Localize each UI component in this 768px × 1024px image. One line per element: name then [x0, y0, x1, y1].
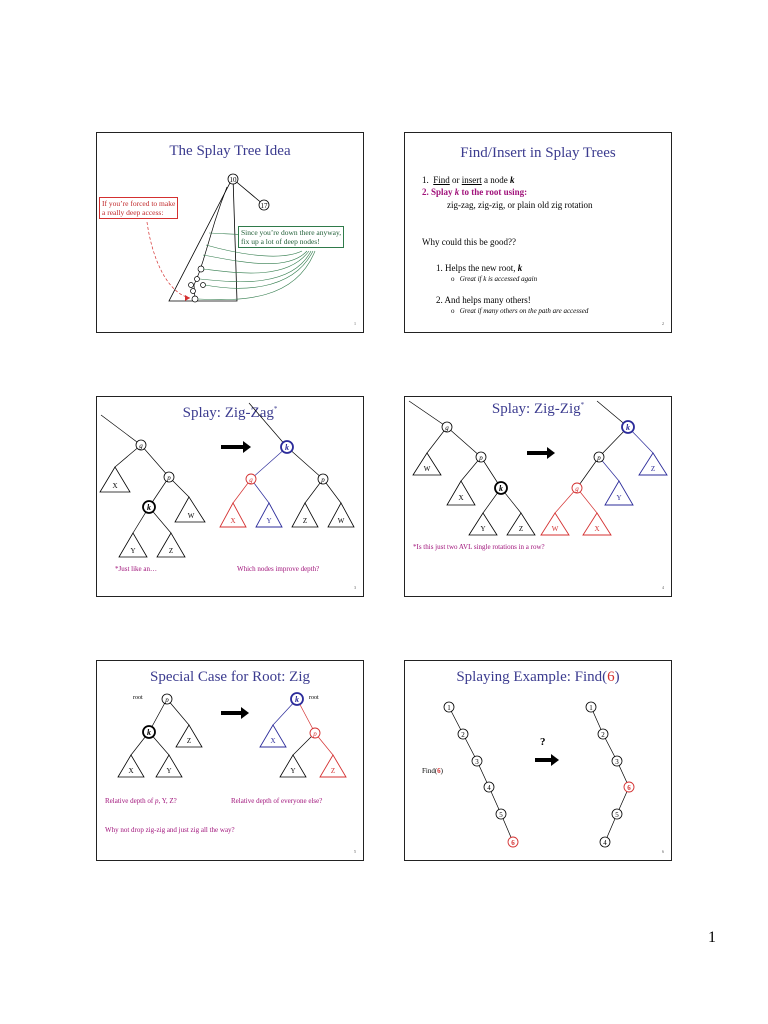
page-number: 1: [708, 929, 716, 946]
svg-text:4: 4: [603, 839, 607, 847]
red-access-arrow: [147, 222, 190, 298]
svg-text:5: 5: [615, 811, 619, 819]
svg-text:X: X: [594, 525, 600, 533]
note-why-not-zig: Why not drop zig-zig and just zig all the way?: [105, 826, 235, 834]
svg-text:W: W: [423, 465, 431, 473]
callout-line: If you’re forced to make: [102, 199, 176, 208]
slide-number: 5: [354, 849, 356, 854]
svg-text:k: k: [499, 484, 503, 493]
svg-text:Y: Y: [480, 525, 486, 533]
svg-text:k: k: [285, 443, 289, 452]
svg-text:g: g: [139, 442, 143, 450]
callout-fix-up: [238, 226, 344, 248]
slide-title: Splay: Zig-Zig*: [491, 401, 585, 417]
transform-arrow: [547, 447, 555, 459]
svg-text:g: g: [249, 476, 253, 484]
svg-text:Z: Z: [330, 767, 336, 775]
svg-text:Z: Z: [168, 547, 174, 555]
note-relative-depth-else: Relative depth of everyone else?: [231, 797, 323, 805]
benefit-2: 2. And helps many others!: [436, 295, 531, 305]
svg-text:5: 5: [499, 811, 503, 819]
zig-zig-diagram: [405, 397, 671, 596]
slide-title: The Splay Tree Idea: [169, 143, 291, 159]
svg-text:p: p: [321, 476, 325, 484]
svg-text:root: root: [309, 695, 319, 701]
node-label: 17: [260, 202, 268, 210]
note-relative-depth-p: Relative depth of p, Y, Z?: [105, 797, 177, 805]
why-question: Why could this be good??: [422, 237, 516, 247]
svg-text:W: W: [551, 525, 559, 533]
note-improve-depth: Which nodes improve depth?: [237, 565, 320, 573]
transform-arrow: [241, 707, 249, 719]
slide-number: 3: [354, 585, 356, 590]
svg-text:Y: Y: [166, 767, 172, 775]
rotation-types: zig-zag, zig-zig, or plain old zig rotation: [447, 200, 593, 210]
slide-title: Splaying Example: Find(6): [456, 669, 620, 685]
slide-4: [404, 396, 672, 597]
svg-text:p: p: [165, 696, 169, 704]
slide-number: 2: [662, 321, 664, 326]
svg-text:W: W: [187, 512, 195, 520]
callout-line: Since you’re down there anyway,: [241, 228, 342, 237]
svg-text:k: k: [147, 503, 151, 512]
callout-line: a really deep access:: [102, 208, 164, 217]
step-find-insert: 1. Find or insert a node k: [422, 175, 515, 185]
svg-text:X: X: [128, 767, 134, 775]
svg-text:1: 1: [589, 704, 593, 712]
slide-6: [404, 660, 672, 861]
svg-text:g: g: [445, 424, 449, 432]
slide-3: [96, 396, 364, 597]
transform-arrow: [243, 441, 251, 453]
svg-text:2: 2: [601, 731, 605, 739]
benefit-1-detail: o Great if k is accessed again: [451, 275, 538, 283]
svg-text:Y: Y: [290, 767, 296, 775]
svg-text:Z: Z: [650, 465, 656, 473]
find6-diagram: [405, 661, 671, 860]
svg-text:Z: Z: [186, 737, 192, 745]
svg-text:root: root: [133, 695, 143, 701]
svg-text:X: X: [458, 494, 464, 502]
svg-text:2: 2: [461, 731, 465, 739]
svg-text:4: 4: [487, 784, 491, 792]
benefit-2-detail: o Great if many others on the path are accessed: [451, 307, 589, 315]
question-mark: ?: [540, 736, 546, 748]
svg-text:1: 1: [447, 704, 451, 712]
svg-text:Y: Y: [266, 517, 272, 525]
transform-arrow: [551, 754, 559, 766]
svg-text:p: p: [597, 454, 601, 462]
node-label: 10: [229, 176, 237, 184]
svg-text:X: X: [112, 482, 118, 490]
callout-line: fix up a lot of deep nodes!: [241, 237, 320, 246]
svg-text:Y: Y: [616, 494, 622, 502]
svg-text:6: 6: [627, 784, 631, 792]
note-avl-rotations: *Is this just two AVL single rotations in a row?: [413, 543, 545, 551]
callout-deep-access: [99, 197, 178, 219]
svg-text:p: p: [167, 474, 171, 482]
slide-title: Find/Insert in Splay Trees: [460, 145, 616, 161]
slide-2: [404, 132, 672, 333]
slide-title: Special Case for Root: Zig: [150, 669, 310, 685]
svg-text:p: p: [479, 454, 483, 462]
svg-text:X: X: [270, 737, 276, 745]
note-just-like: *Just like an…: [115, 565, 157, 573]
svg-text:k: k: [147, 728, 151, 737]
svg-text:3: 3: [615, 758, 619, 766]
svg-text:k: k: [626, 423, 630, 432]
slide-number: 4: [662, 585, 664, 590]
svg-text:3: 3: [475, 758, 479, 766]
svg-text:g: g: [575, 485, 579, 493]
step-splay: 2. Splay k to the root using:: [422, 187, 528, 197]
svg-text:W: W: [337, 517, 345, 525]
slide-title: Splay: Zig-Zag*: [182, 405, 278, 421]
slide-number: 1: [354, 321, 356, 326]
svg-text:Y: Y: [130, 547, 136, 555]
find-label: Find(6): [422, 767, 444, 775]
benefit-1: 1. Helps the new root, k: [436, 263, 523, 273]
slide-1: [96, 132, 364, 333]
svg-text:Z: Z: [302, 517, 308, 525]
svg-text:X: X: [230, 517, 236, 525]
slide-number: 6: [662, 849, 664, 854]
svg-text:p: p: [313, 730, 317, 738]
svg-text:6: 6: [511, 839, 515, 847]
svg-text:Z: Z: [518, 525, 524, 533]
slide-5: [96, 660, 364, 861]
svg-text:k: k: [295, 695, 299, 704]
